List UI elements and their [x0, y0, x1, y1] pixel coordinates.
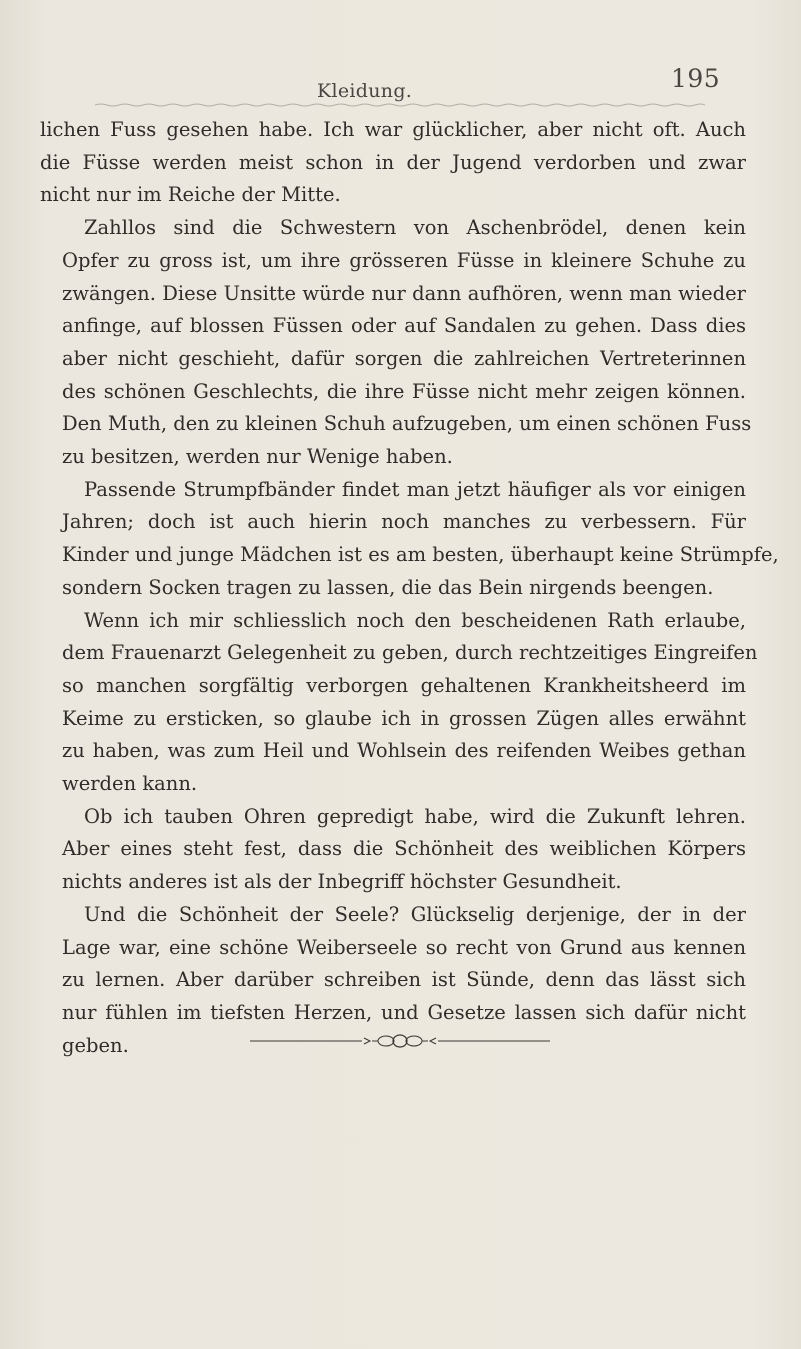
- text-line: geben.: [62, 1033, 129, 1057]
- page-number: 195: [671, 64, 721, 93]
- text-line: nicht nur im Reiche der Mitte.: [40, 183, 341, 207]
- text-line: die Füsse werden meist schon in der Jugend verdorben und zwar: [40, 150, 746, 174]
- text-line: zu besitzen, werden nur Wenige haben.: [62, 445, 453, 469]
- text-line: Den Muth, den zu kleinen Schuh aufzugeben, um einen schönen Fuss: [62, 412, 752, 436]
- text-line: sondern Socken tragen zu lassen, die das Bein nirgends beengen.: [62, 575, 714, 599]
- text-line: Opfer zu gross ist, um ihre grösseren Füsse in kleinere Schuhe zu: [62, 248, 746, 272]
- paragraph: [40, 474, 779, 605]
- text-line: des schönen Geschlechts, die ihre Füsse nicht mehr zeigen können.: [62, 379, 746, 403]
- body-text: [40, 114, 779, 1062]
- text-line: Zahllos sind die Schwestern von Aschenbrödel, denen kein: [84, 216, 746, 240]
- paragraph: [40, 801, 746, 899]
- text-line: Und die Schönheit der Seele? Glückselig derjenige, der in der: [84, 902, 746, 926]
- text-line: nichts anderes ist als der Inbegriff höchster Gesundheit.: [62, 870, 622, 894]
- running-title: Kleidung.: [317, 80, 413, 102]
- text-line: Jahren; doch ist auch hierin noch manches zu verbessern. Für: [62, 510, 746, 534]
- text-line: zu lernen. Aber darüber schreiben ist Sünde, denn das lässt sich: [62, 968, 746, 992]
- text-line: Ob ich tauben Ohren gepredigt habe, wird die Zukunft lehren.: [84, 804, 746, 828]
- text-line: lichen Fuss gesehen habe. Ich war glücklicher, aber nicht oft. Auch: [40, 118, 746, 141]
- header-decorative-rule: [95, 103, 705, 107]
- text-line: Passende Strumpfbänder findet man jetzt häufiger als vor einigen: [84, 477, 746, 501]
- text-line: Wenn ich mir schliesslich noch den bescheidenen Rath erlaube,: [84, 608, 746, 632]
- text-line: aber nicht geschieht, dafür sorgen die zahlreichen Vertreterinnen: [62, 346, 746, 370]
- text-line: Kinder und junge Mädchen ist es am besten, überhaupt keine Strümpfe,: [62, 543, 779, 567]
- paragraph: [40, 605, 758, 801]
- text-line: Aber eines steht fest, dass die Schönheit des weiblichen Körpers: [62, 837, 746, 861]
- text-line: zwängen. Diese Unsitte würde nur dann aufhören, wenn man wieder: [62, 281, 746, 305]
- text-line: werden kann.: [62, 772, 198, 796]
- paragraph: [40, 212, 752, 474]
- text-line: so manchen sorgfältig verborgen gehaltenen Krankheitsheerd im: [62, 673, 746, 697]
- end-ornament: [250, 1031, 550, 1051]
- text-line: zu haben, was zum Heil und Wohlsein des reifenden Weibes gethan: [62, 739, 746, 763]
- text-line: Lage war, eine schöne Weiberseele so recht von Grund aus kennen: [62, 935, 746, 959]
- text-line: nur fühlen im tiefsten Herzen, und Gesetze lassen sich dafür nicht: [62, 1000, 746, 1024]
- text-line: dem Frauenarzt Gelegenheit zu geben, durch rechtzeitiges Eingreifen: [62, 641, 758, 665]
- text-line: Keime zu ersticken, so glaube ich in grossen Zügen alles erwähnt: [62, 706, 746, 730]
- page-header: [0, 64, 801, 104]
- text-line: anfinge, auf blossen Füssen oder auf Sandalen zu gehen. Dass dies: [62, 314, 746, 338]
- paragraph: [40, 114, 746, 212]
